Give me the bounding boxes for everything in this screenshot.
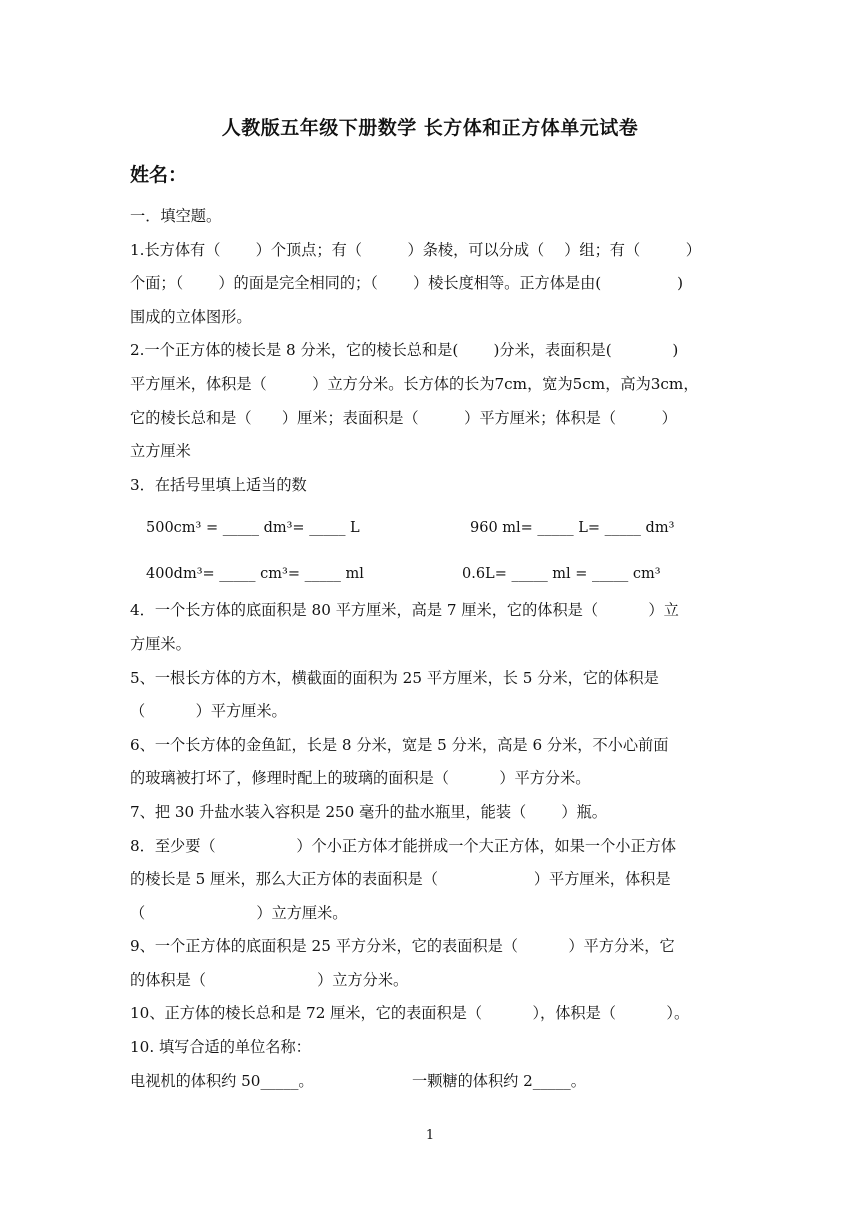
- conversion-row-2: [130, 548, 732, 594]
- question-9-line-1: 9、一个正方体的底面积是 25 平方分米，它的表面积是（ ）平方分米，它: [130, 937, 675, 956]
- name-label: 姓名：: [130, 164, 188, 186]
- conversion-ml: 960 ml= _____ L= _____ dm³: [470, 520, 675, 537]
- unit-candy: 一颗糖的体积约 2_____。: [412, 1071, 586, 1090]
- question-7: 7、把 30 升盐水装入容积是 250 毫升的盐水瓶里，能装（ ）瓶。: [130, 802, 607, 821]
- unit-tv: 电视机的体积约 50_____。: [130, 1071, 314, 1090]
- question-8-line-2: 的棱长是 5 厘米，那么大正方体的表面积是（ ）平方厘米，体积是: [130, 870, 671, 889]
- question-2-line-4: 立方厘米: [130, 442, 191, 461]
- question-1-line-3: 围成的立体图形。: [130, 307, 252, 326]
- conversion-cm3: 500cm³ = _____ dm³= _____ L: [146, 520, 360, 537]
- question-10-b: 10. 填写合适的单位名称：: [130, 1038, 311, 1057]
- question-1-line-1: 1.长方体有（ ）个顶点；有（ ）条棱，可以分成（ ）组；有（ ）: [130, 240, 701, 259]
- question-6-line-2: 的玻璃被打坏了，修理时配上的玻璃的面积是（ ）平方分米。: [130, 769, 591, 788]
- question-4-line-1: 4．一个长方体的底面积是 80 平方厘米，高是 7 厘米，它的体积是（ ）立: [130, 601, 679, 620]
- question-2-line-3: 它的棱长总和是（ ）厘米；表面积是（ ）平方厘米；体积是（ ）: [130, 408, 677, 427]
- question-5-line-2: （ ）平方厘米。: [130, 702, 287, 721]
- units-row: [130, 1065, 732, 1099]
- question-5-line-1: 5、一根长方体的方木，横截面的面积为 25 平方厘米，长 5 分米，它的体积是: [130, 668, 659, 687]
- question-8-line-1: 8．至少要（ ）个小正方体才能拼成一个大正方体，如果一个小正方体: [130, 836, 677, 855]
- question-4-line-2: 方厘米。: [130, 634, 191, 653]
- question-3: 3．在括号里填上适当的数: [130, 475, 307, 494]
- conversion-l: 0.6L= _____ ml = _____ cm³: [462, 566, 661, 583]
- question-8-line-3: （ ）立方厘米。: [130, 903, 348, 922]
- question-1-line-2: 个面；（ ）的面是完全相同的；（ ）棱长度相等。正方体是由( ): [130, 274, 684, 293]
- question-10-a: 10、正方体的棱长总和是 72 厘米，它的表面积是（ ），体积是（ ）。: [130, 1004, 690, 1023]
- section-heading: 一．填空题。: [130, 207, 222, 225]
- conversion-row-1: [130, 502, 732, 548]
- exam-title: 人教版五年级下册数学 长方体和正方体单元试卷: [221, 117, 639, 139]
- conversion-dm3: 400dm³= _____ cm³= _____ ml: [146, 566, 364, 583]
- question-6-line-1: 6、一个长方体的金鱼缸，长是 8 分米，宽是 5 分米，高是 6 分米，不小心前面: [130, 735, 669, 754]
- question-9-line-2: 的体积是（ ）立方分米。: [130, 970, 409, 989]
- question-2-line-2: 平方厘米，体积是（ ）立方分米。长方体的长为7cm，宽为5cm，高为3cm，: [130, 374, 699, 393]
- page-number: 1: [425, 1128, 435, 1143]
- question-2-line-1: 2.一个正方体的棱长是 8 分米，它的棱长总和是( )分米，表面积是( ): [130, 341, 679, 360]
- exam-content: [130, 200, 732, 1098]
